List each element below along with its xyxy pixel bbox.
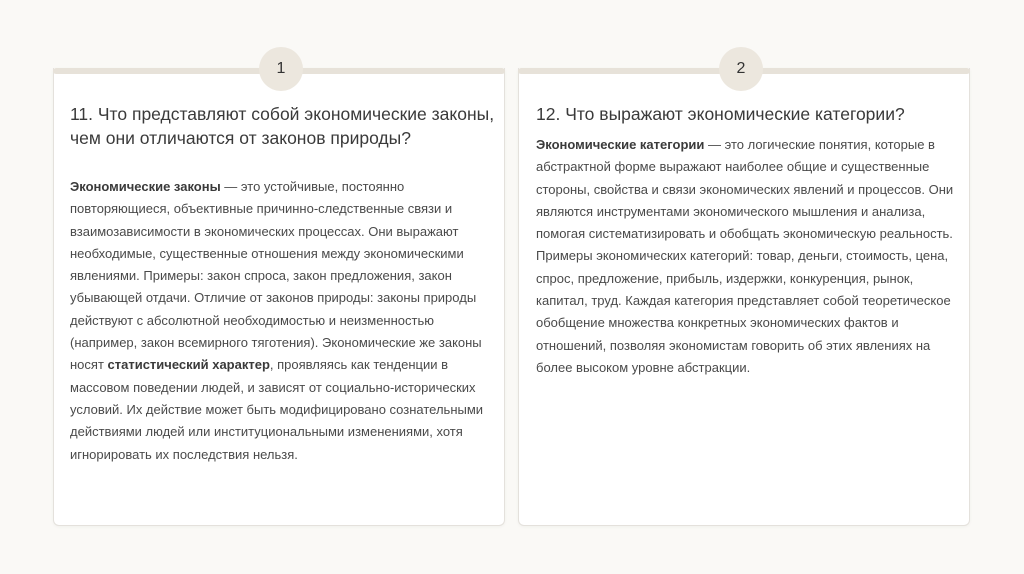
card-number-badge: 2 <box>719 47 763 91</box>
card-number-badge: 1 <box>259 47 303 91</box>
question-card-1 <box>53 60 505 526</box>
body-text-part: — это логические понятия, которые в абстрактной форме выражают наиболее общие и существенные стороны, свойства и связи экономических явлений и процессов. Они являются инструментами экономического мышления и анализа, помогая систематизировать и обобщать экономическую реальность. Примеры экономических категорий: товар, деньги, стоимость, цена, спрос, предложение, прибыль, издержки, конкуренция, рынок, капитал, труд. Каждая категория представляет собой теоретическое обобщение множества конкретных экономических фактов и отношений, позволяя экономистам говорить об этих явлениях на более высоком уровне абстракции. <box>536 137 954 375</box>
term-highlight: Экономические категории <box>536 137 705 152</box>
emphasis-text: статистический характер <box>107 357 270 373</box>
card-body <box>70 176 495 466</box>
card-body <box>536 134 964 379</box>
body-text-part: — это устойчивые, постоянно повторяющиеся, объективные причинно-следственные связи и взаимозависимости в экономических процессах. Они выражают необходимые, существенные отношения между экономическими явлениями. Примеры: закон спроса, закон предложения, закон убывающей отдачи. Отличие от законов природы: законы природы действуют с абсолютной необходимостью и неизменностью (например, закон всемирного тяготения). Экономические же законы носят <box>70 179 482 373</box>
body-text-part: , проявляясь как тенденции в массовом поведении людей, и зависят от социально-исторических условий. Их действие может быть модифицировано сознательными действиями людей или институциональными изменениями, хотя игнорировать их последствия нельзя. <box>70 357 484 462</box>
term-highlight: Экономические законы <box>70 179 221 194</box>
card-title: 12. Что выражают экономические категории? <box>536 104 905 124</box>
card-title: 11. Что представляют собой экономические законы, чем они отличаются от законов природы? <box>70 104 495 148</box>
question-card-2 <box>518 60 970 526</box>
